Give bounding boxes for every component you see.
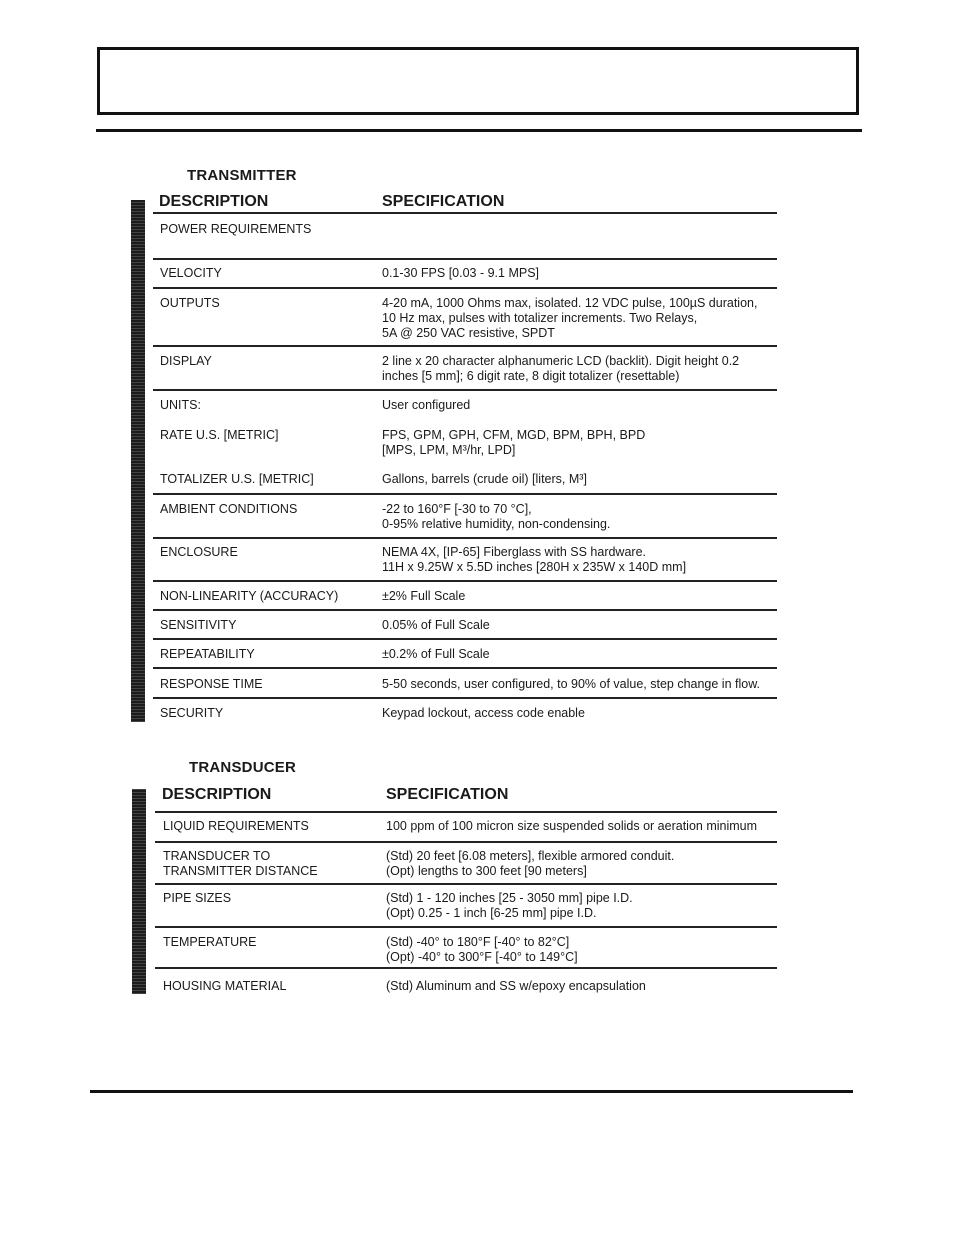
row-specification: Keypad lockout, access code enable <box>382 706 585 720</box>
row-description: DISPLAY <box>160 354 212 368</box>
row-description: VELOCITY <box>160 266 222 280</box>
row-divider <box>153 697 777 699</box>
row-description: NON-LINEARITY (ACCURACY) <box>160 589 339 603</box>
row-divider <box>153 638 777 640</box>
row-description: TEMPERATURE <box>163 935 257 949</box>
row-description: HOUSING MATERIAL <box>163 979 287 993</box>
row-description: LIQUID REQUIREMENTS <box>163 819 309 833</box>
column-header-description: DESCRIPTION <box>162 786 272 803</box>
row-description: PIPE SIZES <box>163 891 232 905</box>
column-header-specification: SPECIFICATION <box>386 786 509 803</box>
row-description: SECURITY <box>160 706 224 720</box>
row-divider <box>155 841 777 843</box>
header-divider <box>155 811 777 813</box>
row-specification: ±2% Full Scale <box>382 589 466 603</box>
row-divider <box>153 537 777 539</box>
row-specification: (Std) Aluminum and SS w/epoxy encapsulation <box>386 979 646 993</box>
side-bar <box>131 200 145 722</box>
row-divider <box>155 967 777 969</box>
row-specification: (Std) -40° to 180°F [-40° to 82°C] (Opt) -40° to 300°F [-40° to 149°C] <box>386 935 578 964</box>
row-specification: NEMA 4X, [IP-65] Fiberglass with SS hardware. 11H x 9.25W x 5.5D inches [280H x 235W x 140D mm] <box>382 545 687 574</box>
row-divider <box>153 667 777 669</box>
row-divider <box>153 258 777 260</box>
row-specification: (Std) 1 - 120 inches [25 - 3050 mm] pipe I.D. (Opt) 0.25 - 1 inch [6-25 mm] pipe I.D. <box>386 891 633 920</box>
column-header-description: DESCRIPTION <box>159 193 269 210</box>
row-specification: 0.1-30 FPS [0.03 - 9.1 MPS] <box>382 266 540 280</box>
row-specification: FPS, GPM, GPH, CFM, MGD, BPM, BPH, BPD [MPS, LPM, M³/hr, LPD] <box>382 428 646 457</box>
row-description: TRANSDUCER TO TRANSMITTER DISTANCE <box>163 849 318 878</box>
row-divider <box>153 609 777 611</box>
side-bar <box>132 789 146 994</box>
row-specification: ±0.2% of Full Scale <box>382 647 490 661</box>
column-header-specification: SPECIFICATION <box>382 193 505 210</box>
row-description: OUTPUTS <box>160 296 220 310</box>
row-divider <box>155 883 777 885</box>
row-specification: 4-20 mA, 1000 Ohms max, isolated. 12 VDC pulse, 100µS duration, 10 Hz max, pulses with totalizer increments. Two Relays, 5A @ 250 VAC resistive, SPDT <box>382 296 758 340</box>
row-specification: Gallons, barrels (crude oil) [liters, M³] <box>382 472 587 486</box>
row-divider <box>153 493 777 495</box>
row-divider <box>153 345 777 347</box>
row-description: RATE U.S. [METRIC] <box>160 428 279 442</box>
footer-rule <box>90 1090 853 1093</box>
row-description: POWER REQUIREMENTS <box>160 222 312 236</box>
row-divider <box>155 926 777 928</box>
row-divider <box>153 287 777 289</box>
row-divider <box>153 580 777 582</box>
header-box <box>97 47 859 115</box>
row-specification: 0.05% of Full Scale <box>382 618 490 632</box>
row-description: REPEATABILITY <box>160 647 255 661</box>
row-specification: 2 line x 20 character alphanumeric LCD (backlit). Digit height 0.2 inches [5 mm]; 6 digit rate, 8 digit totalizer (resettable) <box>382 354 740 383</box>
row-description: AMBIENT CONDITIONS <box>160 502 298 516</box>
row-specification: 5-50 seconds, user configured, to 90% of value, step change in flow. <box>382 677 761 691</box>
row-specification: -22 to 160°F [-30 to 70 °C], 0-95% relative humidity, non-condensing. <box>382 502 611 531</box>
row-description: SENSITIVITY <box>160 618 237 632</box>
section-title: TRANSDUCER <box>189 759 296 776</box>
row-specification: 100 ppm of 100 micron size suspended solids or aeration minimum <box>386 819 758 833</box>
section-title: TRANSMITTER <box>187 167 297 184</box>
header-rule <box>96 129 862 132</box>
header-divider <box>153 212 777 214</box>
row-description: TOTALIZER U.S. [METRIC] <box>160 472 314 486</box>
row-divider <box>153 389 777 391</box>
row-specification: User configured <box>382 398 471 412</box>
row-description: UNITS: <box>160 398 201 412</box>
row-description: RESPONSE TIME <box>160 677 263 691</box>
row-specification: (Std) 20 feet [6.08 meters], flexible armored conduit. (Opt) lengths to 300 feet [90 meters] <box>386 849 675 878</box>
row-description: ENCLOSURE <box>160 545 238 559</box>
